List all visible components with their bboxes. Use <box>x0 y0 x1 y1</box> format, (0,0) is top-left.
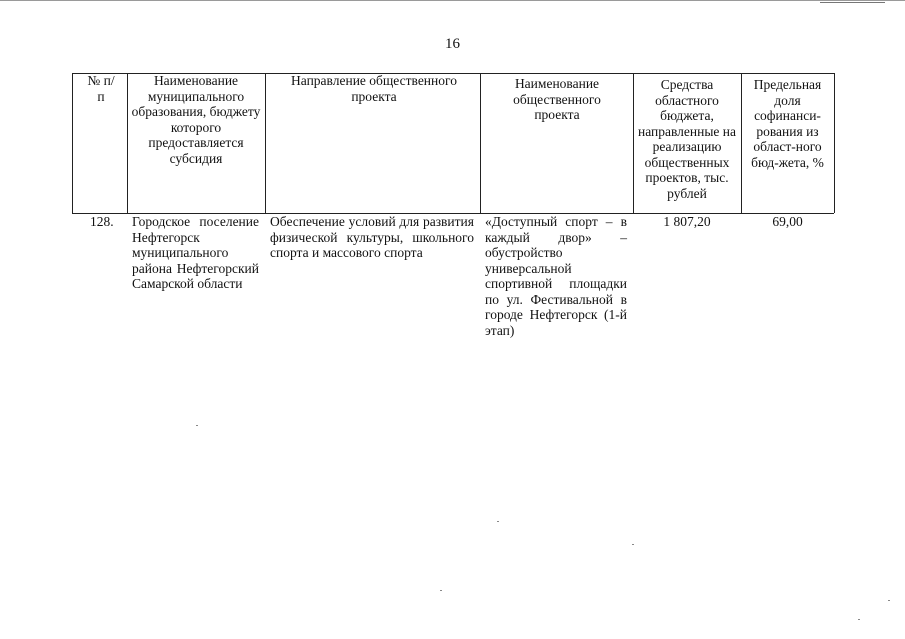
table-right-border <box>834 73 835 213</box>
page-number: 16 <box>445 36 460 52</box>
column-divider <box>633 73 634 213</box>
row-funds: 1 807,20 <box>663 214 711 229</box>
scan-speck <box>497 521 499 522</box>
row-share: 69,00 <box>772 214 803 229</box>
scan-speck <box>858 619 860 620</box>
scan-top-edge <box>0 0 905 1</box>
column-divider <box>480 73 481 213</box>
row-num: 128. <box>90 214 114 229</box>
header-funds: Средства областного бюджета, направленные на реализацию общественных проектов, тыс. рублей <box>637 77 737 201</box>
row-project-name: «Доступный спорт – в каждый двор» – обустройство универсальной спортивной площадки по ул. Фестивальной в городе Нефтегорск (1-й этап) <box>485 214 627 338</box>
table-left-border <box>72 73 73 213</box>
scan-speck <box>196 425 198 426</box>
header-municipality: Наименование муниципального образования, бюджету которого предоставляется субсидия <box>131 73 261 166</box>
column-divider <box>741 73 742 213</box>
scan-mark <box>820 2 885 3</box>
column-divider <box>127 73 128 213</box>
row-direction: Обеспечение условий для развития физической культуры, школьного спорта и массового спорта <box>270 214 474 260</box>
header-project-name: Наименование общественного проекта <box>513 76 601 122</box>
column-divider <box>265 73 266 213</box>
scan-speck <box>440 590 442 591</box>
header-share: Предельная доля софинанси-рования из област-ного бюд-жета, % <box>751 77 824 170</box>
header-num: № п/п <box>87 73 115 104</box>
header-direction: Направление общественного проекта <box>291 73 457 104</box>
scan-speck <box>632 544 634 545</box>
scan-speck <box>888 600 890 601</box>
row-municipality: Городское поселение Нефтегорск муниципального района Нефтегорский Самарской области <box>132 214 259 291</box>
